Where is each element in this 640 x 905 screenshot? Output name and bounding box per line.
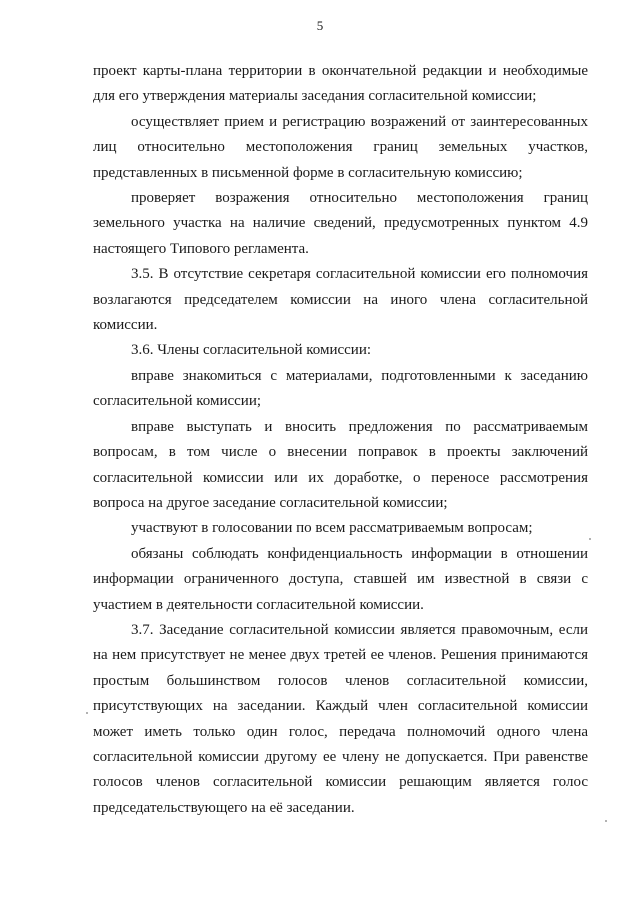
paragraph-verification-of-objections: проверяет возражения относительно местоположения границ земельного участка на наличие сведений, предусмотренных пунктом 4.9 настоящего Типового регламента. <box>93 190 588 257</box>
scan-speck <box>86 712 88 714</box>
paragraph-registration-of-objections: осуществляет прием и регистрацию возражений от заинтересованных лиц относительно местоположения границ земельных участков, представленных в письменной форме в согласительную комиссию; <box>93 113 588 181</box>
scan-speck <box>589 538 591 540</box>
paragraph-voting: участвуют в голосовании по всем рассматриваемым вопросам; <box>131 520 533 537</box>
paragraph-right-to-speak: вправе выступать и вносить предложения по рассматриваемым вопросам, в том числе о внесении поправок в проекты заключений согласительной комиссии или их доработке, о переносе рассмотрения вопроса на другое заседание согласительной комиссии; <box>93 418 588 511</box>
paragraph-3-6: 3.6. Члены согласительной комиссии: <box>131 342 372 359</box>
paragraph-3-7: 3.7. Заседание согласительной комиссии является правомочным, если на нем присутствует не менее двух третей ее членов. Решения принимаются простым большинством голосов членов согласительной комиссии, присутствующих на заседании. Каждый член согласительной комиссии может иметь только один голос, передача полномочий одного члена согласительной комиссии другому ее члену не допускается. При равенстве голосов членов согласительной комиссии решающим является голос председательствующего на её заседании. <box>93 621 588 816</box>
document-body <box>93 59 588 821</box>
paragraph-3-5: 3.5. В отсутствие секретаря согласительной комиссии его полномочия возлагаются председателем комиссии на иного члена согласительной комиссии. <box>93 266 588 334</box>
page-number: 5 <box>316 18 324 33</box>
paragraph-continuation: проект карты-плана территории в окончательной редакции и необходимые для его утверждения материалы заседания согласительной комиссии; <box>93 63 588 105</box>
paragraph-right-to-review-materials: вправе знакомиться с материалами, подготовленными к заседанию согласительной комиссии; <box>93 367 588 410</box>
paragraph-confidentiality: обязаны соблюдать конфиденциальность информации в отношении информации ограниченного доступа, ставшей им известной в связи с участием в деятельности согласительной комиссии. <box>93 545 588 613</box>
scan-speck <box>605 820 607 822</box>
